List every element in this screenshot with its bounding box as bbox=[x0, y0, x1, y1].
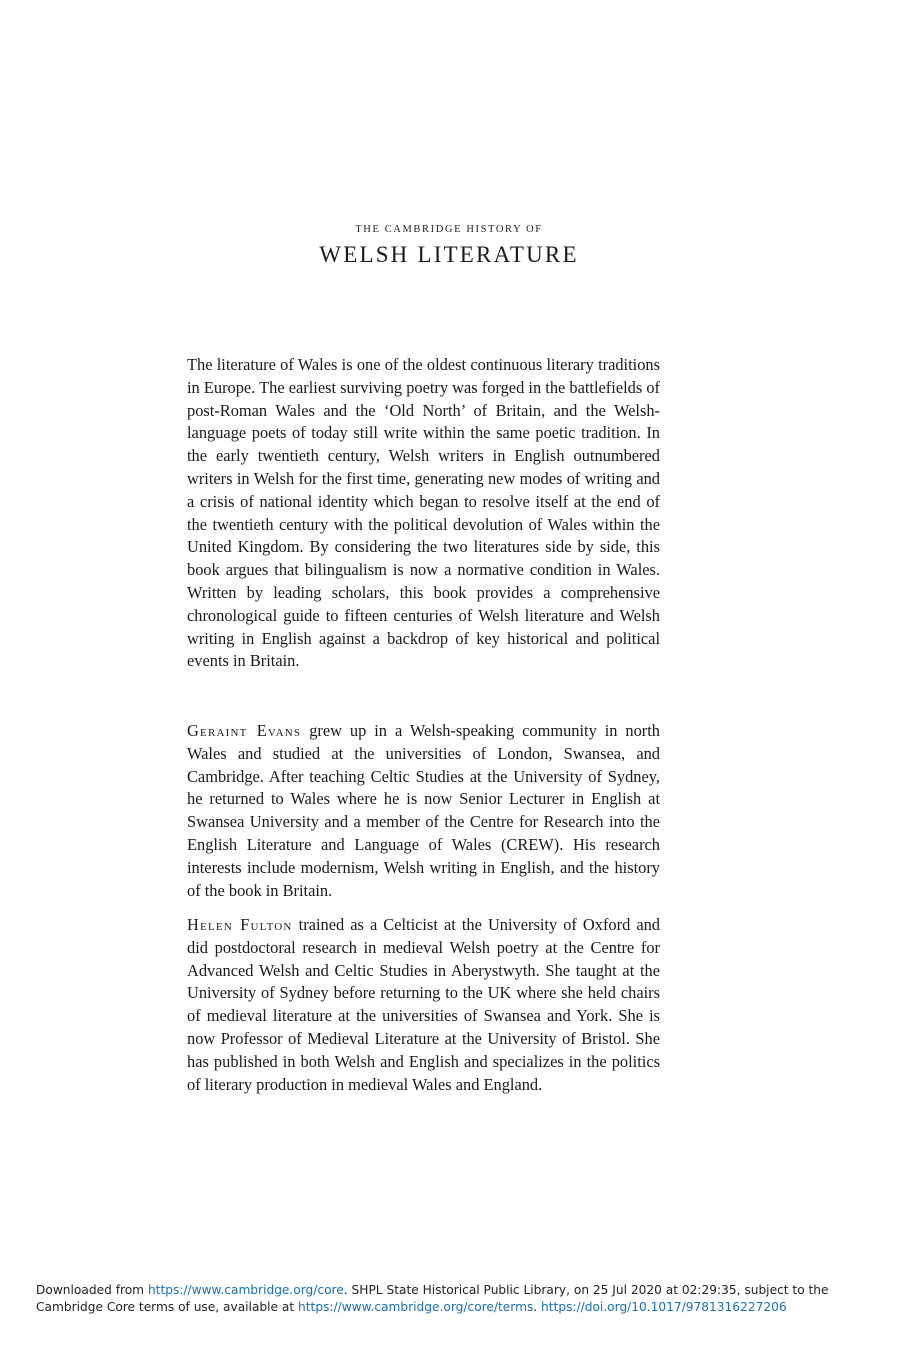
author-name: Geraint Evans bbox=[187, 721, 302, 740]
author-bio-fulton bbox=[187, 914, 660, 1096]
series-title: THE CAMBRIDGE HISTORY OF bbox=[355, 224, 543, 235]
footer-separator: . bbox=[533, 1300, 542, 1314]
footer-prefix: Downloaded from bbox=[36, 1283, 148, 1297]
book-blurb: The literature of Wales is one of the oldest continuous literary traditions in Europe. The earliest surviving poetry was forged in the battlefields of post-Roman Wales and the ‘Old North’ of Britain, and the Welsh-language poets of today still write within the same poetic tradition. In the early twentieth century, Welsh writers in English outnumbered writers in Welsh for the first time, generating new modes of writing and a crisis of national identity which began to resolve itself at the end of the twentieth century with the political devolution of Wales within the United Kingdom. By considering the two literatures side by side, this book argues that bilingualism is now a normative condition in Wales. Written by leading scholars, this book provides a comprehensive chronological guide to fifteen centuries of Welsh literature and Welsh writing in English against a backdrop of key historical and political events in Britain. bbox=[187, 355, 660, 671]
author-bio-evans bbox=[187, 720, 660, 902]
footer-middle: . SHPL State Historical Public Library, on 25 Jul 2020 at 02:29:35, subject to the Cambridge Core terms of use, available at bbox=[36, 1283, 829, 1314]
doi-link[interactable]: https://doi.org/10.1017/9781316227206 bbox=[541, 1300, 787, 1314]
author-bio-text: trained as a Celticist at the University of Oxford and did postdoctoral research in medieval Welsh poetry at the Centre for Advanced Welsh and Celtic Studies in Aberystwyth. She taught at the University of Sydney before returning to the UK where she held chairs of medieval literature at the universities of Swansea and York. She is now Professor of Medieval Literature at the University of Bristol. She has published in both Welsh and English and specializes in the politics of literary production in medieval Wales and England. bbox=[187, 915, 661, 1094]
author-bio-text: grew up in a Welsh-speaking community in north Wales and studied at the universities of London, Swansea, and Cambridge. After teaching Celtic Studies at the University of Sydney, he returned to Wales where he is now Senior Lecturer in English at Swansea University and a member of the Centre for Research into the English Literature and Language of Wales (CREW). His research interests include modernism, Welsh writing in English, and the history of the book in Britain. bbox=[187, 721, 660, 900]
download-notice bbox=[36, 1282, 876, 1316]
cambridge-core-link[interactable]: https://www.cambridge.org/core bbox=[147, 1283, 344, 1297]
terms-link[interactable]: https://www.cambridge.org/core/terms bbox=[298, 1300, 534, 1314]
author-name: Helen Fulton bbox=[187, 915, 293, 934]
book-title: WELSH LITERATURE bbox=[319, 242, 579, 267]
